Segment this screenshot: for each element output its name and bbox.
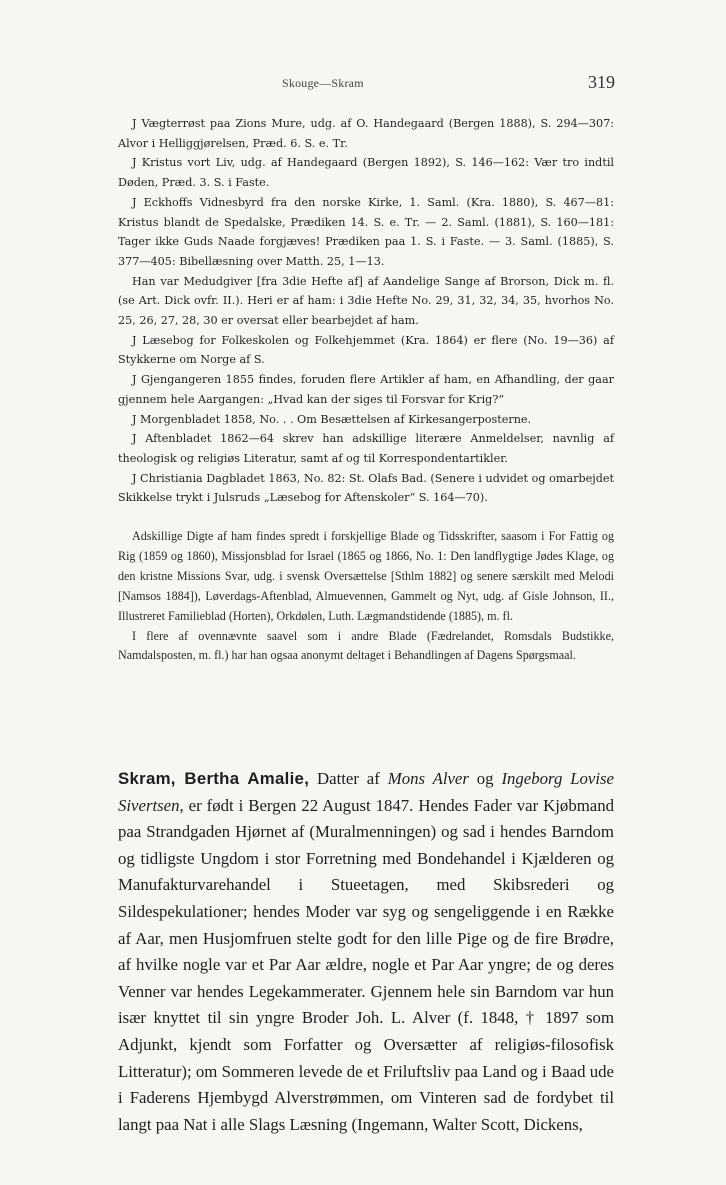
biography-paragraph: [118, 766, 614, 1138]
bib-entry: J Eckhoffs Vidnesbyrd fra den norske Kirke, 1. Saml. (Kra. 1880), S. 467—81: Kristus blandt de Spedalske, Prædiken 14. S. e. Tr. — 2. Saml. (1881), S. 160—181: Tager ikke Guds Naade forgjæves! Prædiken paa 1. S. i Faste. — 3. Saml. (1885), S. 377—405: Bibellæsning over Matth. 25, 1—13.: [118, 195, 614, 268]
bib-entry: J Vægterrøst paa Zions Mure, udg. af O. Handegaard (Bergen 1888), S. 294—307: Alvor i Helliggjørelsen, Præd. 6. S. e. Tr.: [118, 117, 614, 150]
bib-entry: Han var Medudgiver [fra 3die Hefte af] af Aandelige Sange af Brorson, Dick m. fl. (se Art. Dick ovfr. II.). Heri er af ham: i 3die Hefte No. 29, 31, 32, 34, 35, hvorhos No. 25, 26, 27, 28, 30 er oversat eller bearbejdet af ham.: [118, 274, 614, 328]
bio-text: er født i Bergen 22 August 1847. Hendes Fader var Kjøbmand paa Strandgaden Hjørnet af (Muralmenningen) og sad i hendes Barndom og tidligste Ungdom i stor Forretning med Bondehandel i Kjælderen og Manufakturvarehandel i Stueetagen, med Skibsrederi og Sildespekulationer; hendes Moder var syg og sengeliggende i en Række af Aar, men Husjomfruen stelte godt for den lille Pige og de fire Brødre, af hvilke nogle var et Par Aar ældre, nogle et Par Aar yngre; de og deres Venner var hendes Legekammerater. Gjennem hele sin Barndom var hun især knyttet til sin yngre Broder Joh. L. Alver (f. 1848, † 1897 som Adjunkt, kjendt som Forfatter og Oversætter af religiøs-filosofisk Litteratur); om Sommeren levede de et Friluftsliv paa Land og i Baad ude i Faderens Hjembygd Alverstrømmen, om Vinteren sad de fordybet til langt paa Nat i alle Slags Læsning (Ingemann, Walter Scott, Dickens,: [118, 795, 614, 1134]
bio-text: og: [468, 769, 502, 788]
father-name: Mons Alver: [387, 769, 469, 788]
bib-entry: J Kristus vort Liv, udg. af Handegaard (Bergen 1892), S. 146—162: Vær tro indtil Døden, Præd. 3. S. i Faste.: [118, 156, 614, 190]
bio-text: Datter af: [309, 769, 388, 788]
page-number: 319: [588, 72, 615, 92]
bib-entry: J Læsebog for Folkeskolen og Folkehjemmet (Kra. 1864) er flere (No. 19—36) af Stykkerne om Norge af S.: [118, 333, 614, 367]
bib-entry: J Gjengangeren 1855 findes, foruden flere Artikler af ham, en Afhandling, der gaar gjennem hele Aargangen: „Hvad kan der siges til Forsvar for Krig?“: [118, 373, 614, 406]
bib-entry: J Christiania Dagbladet 1863, No. 82: St. Olafs Bad. (Senere i udvidet og omarbejdet Skikkelse trykt i Julsruds „Læsebog for Aftenskoler“ S. 164—70).: [118, 471, 614, 505]
mother-name: Ingeborg Lovise Sivertsen,: [118, 769, 615, 815]
bib-entry: J Morgenbladet 1858, No. . . Om Besættelsen af Kirkesangerposterne.: [132, 412, 532, 426]
note-paragraph: I flere af ovennævnte saavel som i andre Blade (Fædrelandet, Romsdals Budstikke, Namdalsposten, m. fl.) har han ogsaa anonymt deltaget i Behandlingen af Dagens Spørgsmaal.: [118, 628, 614, 663]
running-head: Skouge—Skram: [282, 76, 364, 90]
bib-entry: J Aftenbladet 1862—64 skrev han adskillige literære Anmeldelser, navnlig af theologisk og religiøs Literatur, samt af og til Korrespondentartikler.: [118, 432, 614, 465]
bibliography-fraktur: [118, 114, 614, 508]
biography-entry: [118, 766, 614, 1138]
entry-name: Skram, Bertha Amalie,: [118, 769, 310, 788]
note-paragraph: Adskillige Digte af ham findes spredt i forskjellige Blade og Tidsskrifter, saasom i For Fattig og Rig (1859 og 1860), Missjonsblad for Israel (1865 og 1866, No. 1: Den landflygtige Jødes Klage, og den kristne Missions Svar, udg. i svensk Oversættelse [Sthlm 1882] og senere særskilt med Melodi [Namsos 1884]), Løverdags-Aftenblad, Almuevennen, Gammelt og Nyt, udg. af Gisle Johnson, II., Illustreret Familieblad (Horten), Orkdølen, Luth. Lægmandstidende (1885), m. fl.: [118, 529, 614, 623]
bibliography-notes: [118, 527, 614, 666]
page-header: [0, 72, 726, 102]
